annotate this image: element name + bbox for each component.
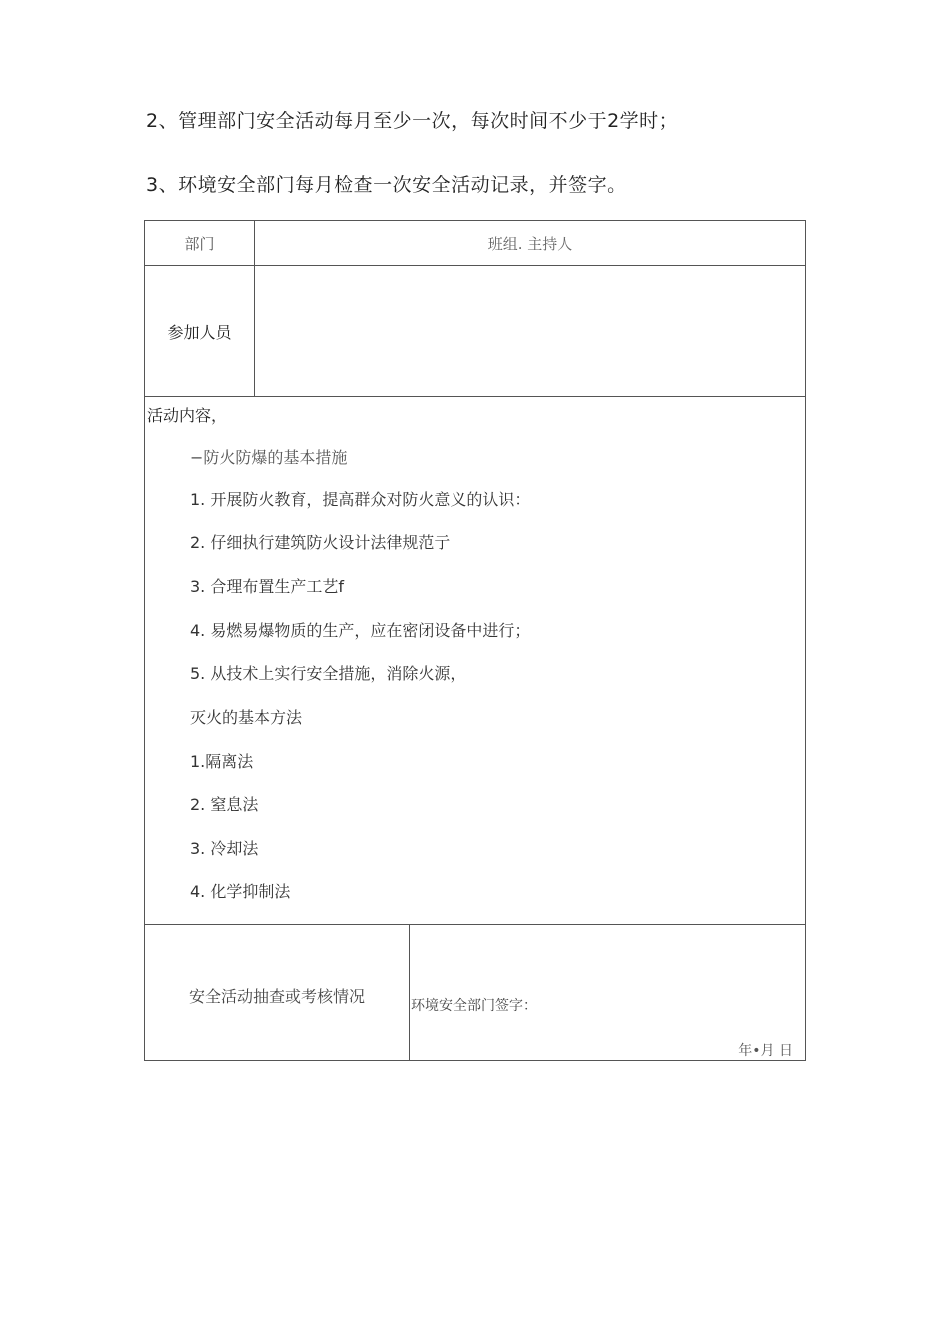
sign-cell	[410, 924, 806, 1061]
sign-label: 环境安全部门签字：	[411, 998, 537, 1014]
participants-cell	[255, 266, 806, 397]
content-item: 1.隔离法	[190, 752, 254, 771]
date-label: 年•月 日	[738, 1043, 793, 1059]
content-item: 3. 冷却法	[190, 839, 259, 858]
content-label: 活动内容，	[147, 406, 228, 425]
check-table	[144, 924, 806, 1061]
content-item: 灭火的基本方法	[190, 708, 303, 727]
content-item: 4. 化学抑制法	[190, 882, 291, 901]
rule-line-3: 3、环境安全部门每月检查一次安全活动记录，并签字。	[146, 174, 627, 196]
dept-label: 部门	[145, 221, 255, 266]
rule-line-2: 2、管理部门安全活动每月至少一次，每次时间不少于2学时；	[146, 110, 679, 132]
activity-record-table	[144, 220, 806, 925]
content-item: 4. 易燃易爆物质的生产，应在密闭设备中进行；	[190, 621, 531, 640]
content-cell	[145, 397, 806, 925]
content-item: 2. 窒息法	[190, 795, 259, 814]
content-item: −防火防爆的基本措施	[190, 448, 348, 467]
participants-label: 参加人员	[145, 266, 255, 397]
check-label: 安全活动抽查或考核情况	[188, 987, 365, 1006]
content-item: 3. 合理布置生产工艺f	[190, 577, 344, 596]
content-item: 1. 开展防火教育，提高群众对防火意义的认识：	[190, 490, 531, 509]
content-item: 5. 从技术上实行安全措施，消除火源，	[190, 664, 467, 683]
content-item: 2. 仔细执行建筑防火设计法律规范亍	[190, 533, 451, 552]
team-host-label: 班组. 主持人	[255, 221, 806, 266]
check-cell	[145, 924, 410, 1061]
